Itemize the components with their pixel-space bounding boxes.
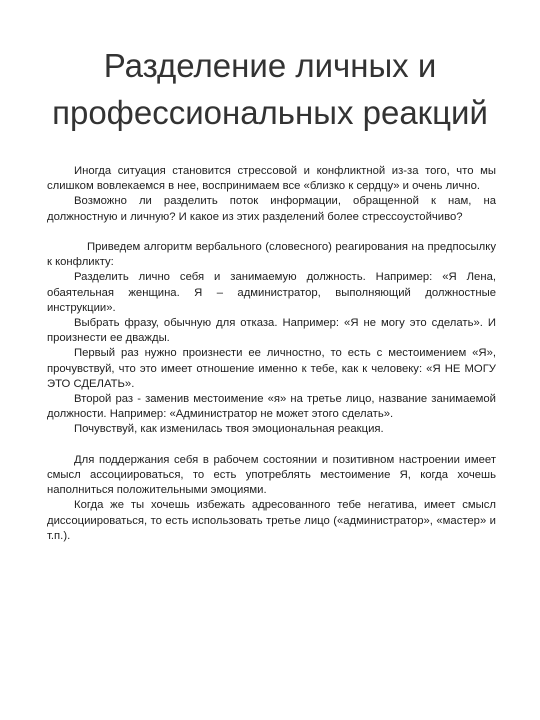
paragraph: Разделить лично себя и занимаемую должность. Например: «Я Лена, обаятельная женщина. Я – администратор, выполняющий должностные инструкции».: [47, 271, 496, 314]
paragraph: Когда же ты хочешь избежать адресованного тебе негатива, имеет смысл диссоциироваться, то есть использовать третье лицо («администратор», «мастер» и т.п.).: [47, 499, 496, 542]
paragraph: Выбрать фразу, обычную для отказа. Например: «Я не могу это сделать». И произнести ее дважды.: [47, 317, 496, 345]
paragraph: Первый раз нужно произнести ее личностно, то есть с местоимением «Я», прочувствуй, что это имеет отношение именно к тебе, как к человеку: «Я НЕ МОГУ ЭТО СДЕЛАТЬ».: [47, 347, 496, 390]
paragraph: Второй раз - заменив местоимение «я» на третье лицо, название занимаемой должности. Например: «Администратор не может этого сделать».: [47, 393, 496, 421]
paragraph: Для поддержания себя в рабочем состоянии и позитивном настроении имеет смысл ассоциироваться, то есть употреблять местоимение Я, когда хочешь наполниться положительными эмоциями.: [47, 453, 496, 497]
paragraph: Приведем алгоритм вербального (словесного) реагирования на предпосылку к конфликту:: [47, 241, 496, 269]
paragraph: Почувствуй, как изменилась твоя эмоциональная реакция.: [74, 423, 384, 436]
title-line-2: профессиональных реакций: [52, 94, 488, 131]
paragraph: Иногда ситуация становится стрессовой и конфликтной из-за того, что мы слишком вовлекаемся в нее, воспринимаем все «близко к сердцу» и очень лично.: [47, 165, 496, 193]
paragraph: Возможно ли разделить поток информации, обращенной к нам, на должностную и личную? И какое из этих разделений более стрессоустойчиво?: [47, 195, 496, 223]
paragraph-gap: [47, 438, 496, 453]
page-title: [20, 42, 520, 136]
document-body: [47, 164, 496, 544]
title-line-1: Разделение личных и: [103, 47, 437, 84]
paragraph-gap: [47, 225, 496, 240]
